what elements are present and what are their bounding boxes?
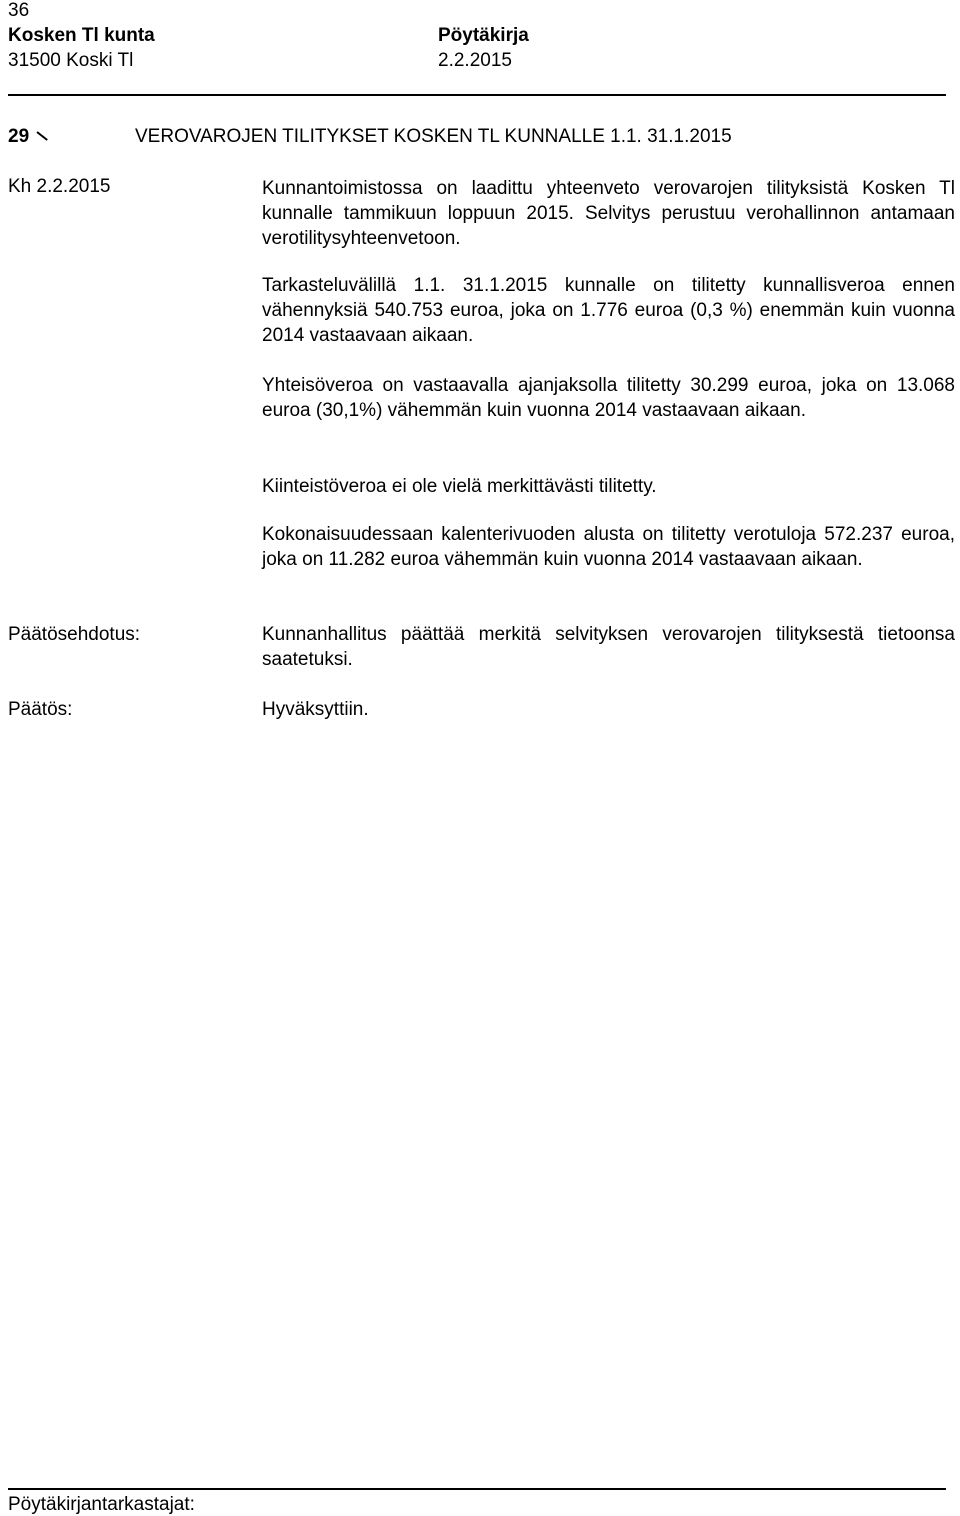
- proposal-text: Kunnanhallitus päättää merkitä selvityksen verovarojen tilityksestä tietoonsa saatetuksi.: [262, 624, 955, 670]
- footer-divider: [8, 1488, 946, 1490]
- section-slash-mark: [36, 131, 47, 141]
- decision-text: Hyväksyttiin.: [262, 699, 369, 720]
- paragraph-corporate-tax: Yhteisöveroa on vastaavalla ajanjaksolla tilitetty 30.299 euroa, joka on 13.068 euroa (30,1%) vähemmän kuin vuonna 2014 vastaavaan aikaan.: [262, 375, 955, 421]
- section-title: VEROVAROJEN TILITYKSET KOSKEN TL KUNNALLE 1.1. 31.1.2015: [135, 126, 732, 147]
- paragraph-summary: Kunnantoimistossa on laadittu yhteenveto verovarojen tilityksistä Kosken Tl kunnalle tammikuun loppuun 2015. Selvitys perustuu verohallinnon antamaan verotilitysyhteenvetoon.: [262, 178, 955, 249]
- header-divider: [8, 94, 946, 96]
- document-type: Pöytäkirja: [438, 25, 529, 46]
- minutes-checkers-label: Pöytäkirjantarkastajat:: [8, 1494, 195, 1515]
- page-number: 36: [8, 0, 30, 21]
- paragraph-municipal-tax: Tarkasteluvälillä 1.1. 31.1.2015 kunnalle on tilitetty kunnallisveroa ennen vähennyksiä 540.753 euroa, joka on 1.776 euroa (0,3 %) enemmän kuin vuonna 2014 vastaavaan aikaan.: [262, 275, 955, 346]
- document-date: 2.2.2015: [438, 50, 512, 71]
- proposal-label: Päätösehdotus:: [8, 624, 141, 645]
- decision-label: Päätös:: [8, 699, 73, 720]
- organization-address: 31500 Koski Tl: [8, 50, 134, 71]
- organization-name: Kosken Tl kunta: [8, 25, 155, 46]
- section-number: 29: [8, 126, 30, 147]
- meeting-reference: Kh 2.2.2015: [8, 176, 111, 197]
- paragraph-total: Kokonaisuudessaan kalenterivuoden alusta on tilitetty verotuloja 572.237 euroa, joka on 11.282 euroa vähemmän kuin vuonna 2014 vastaavaan aikaan.: [262, 524, 955, 570]
- paragraph-property-tax: Kiinteistöveroa ei ole vielä merkittävästi tilitetty.: [262, 476, 657, 497]
